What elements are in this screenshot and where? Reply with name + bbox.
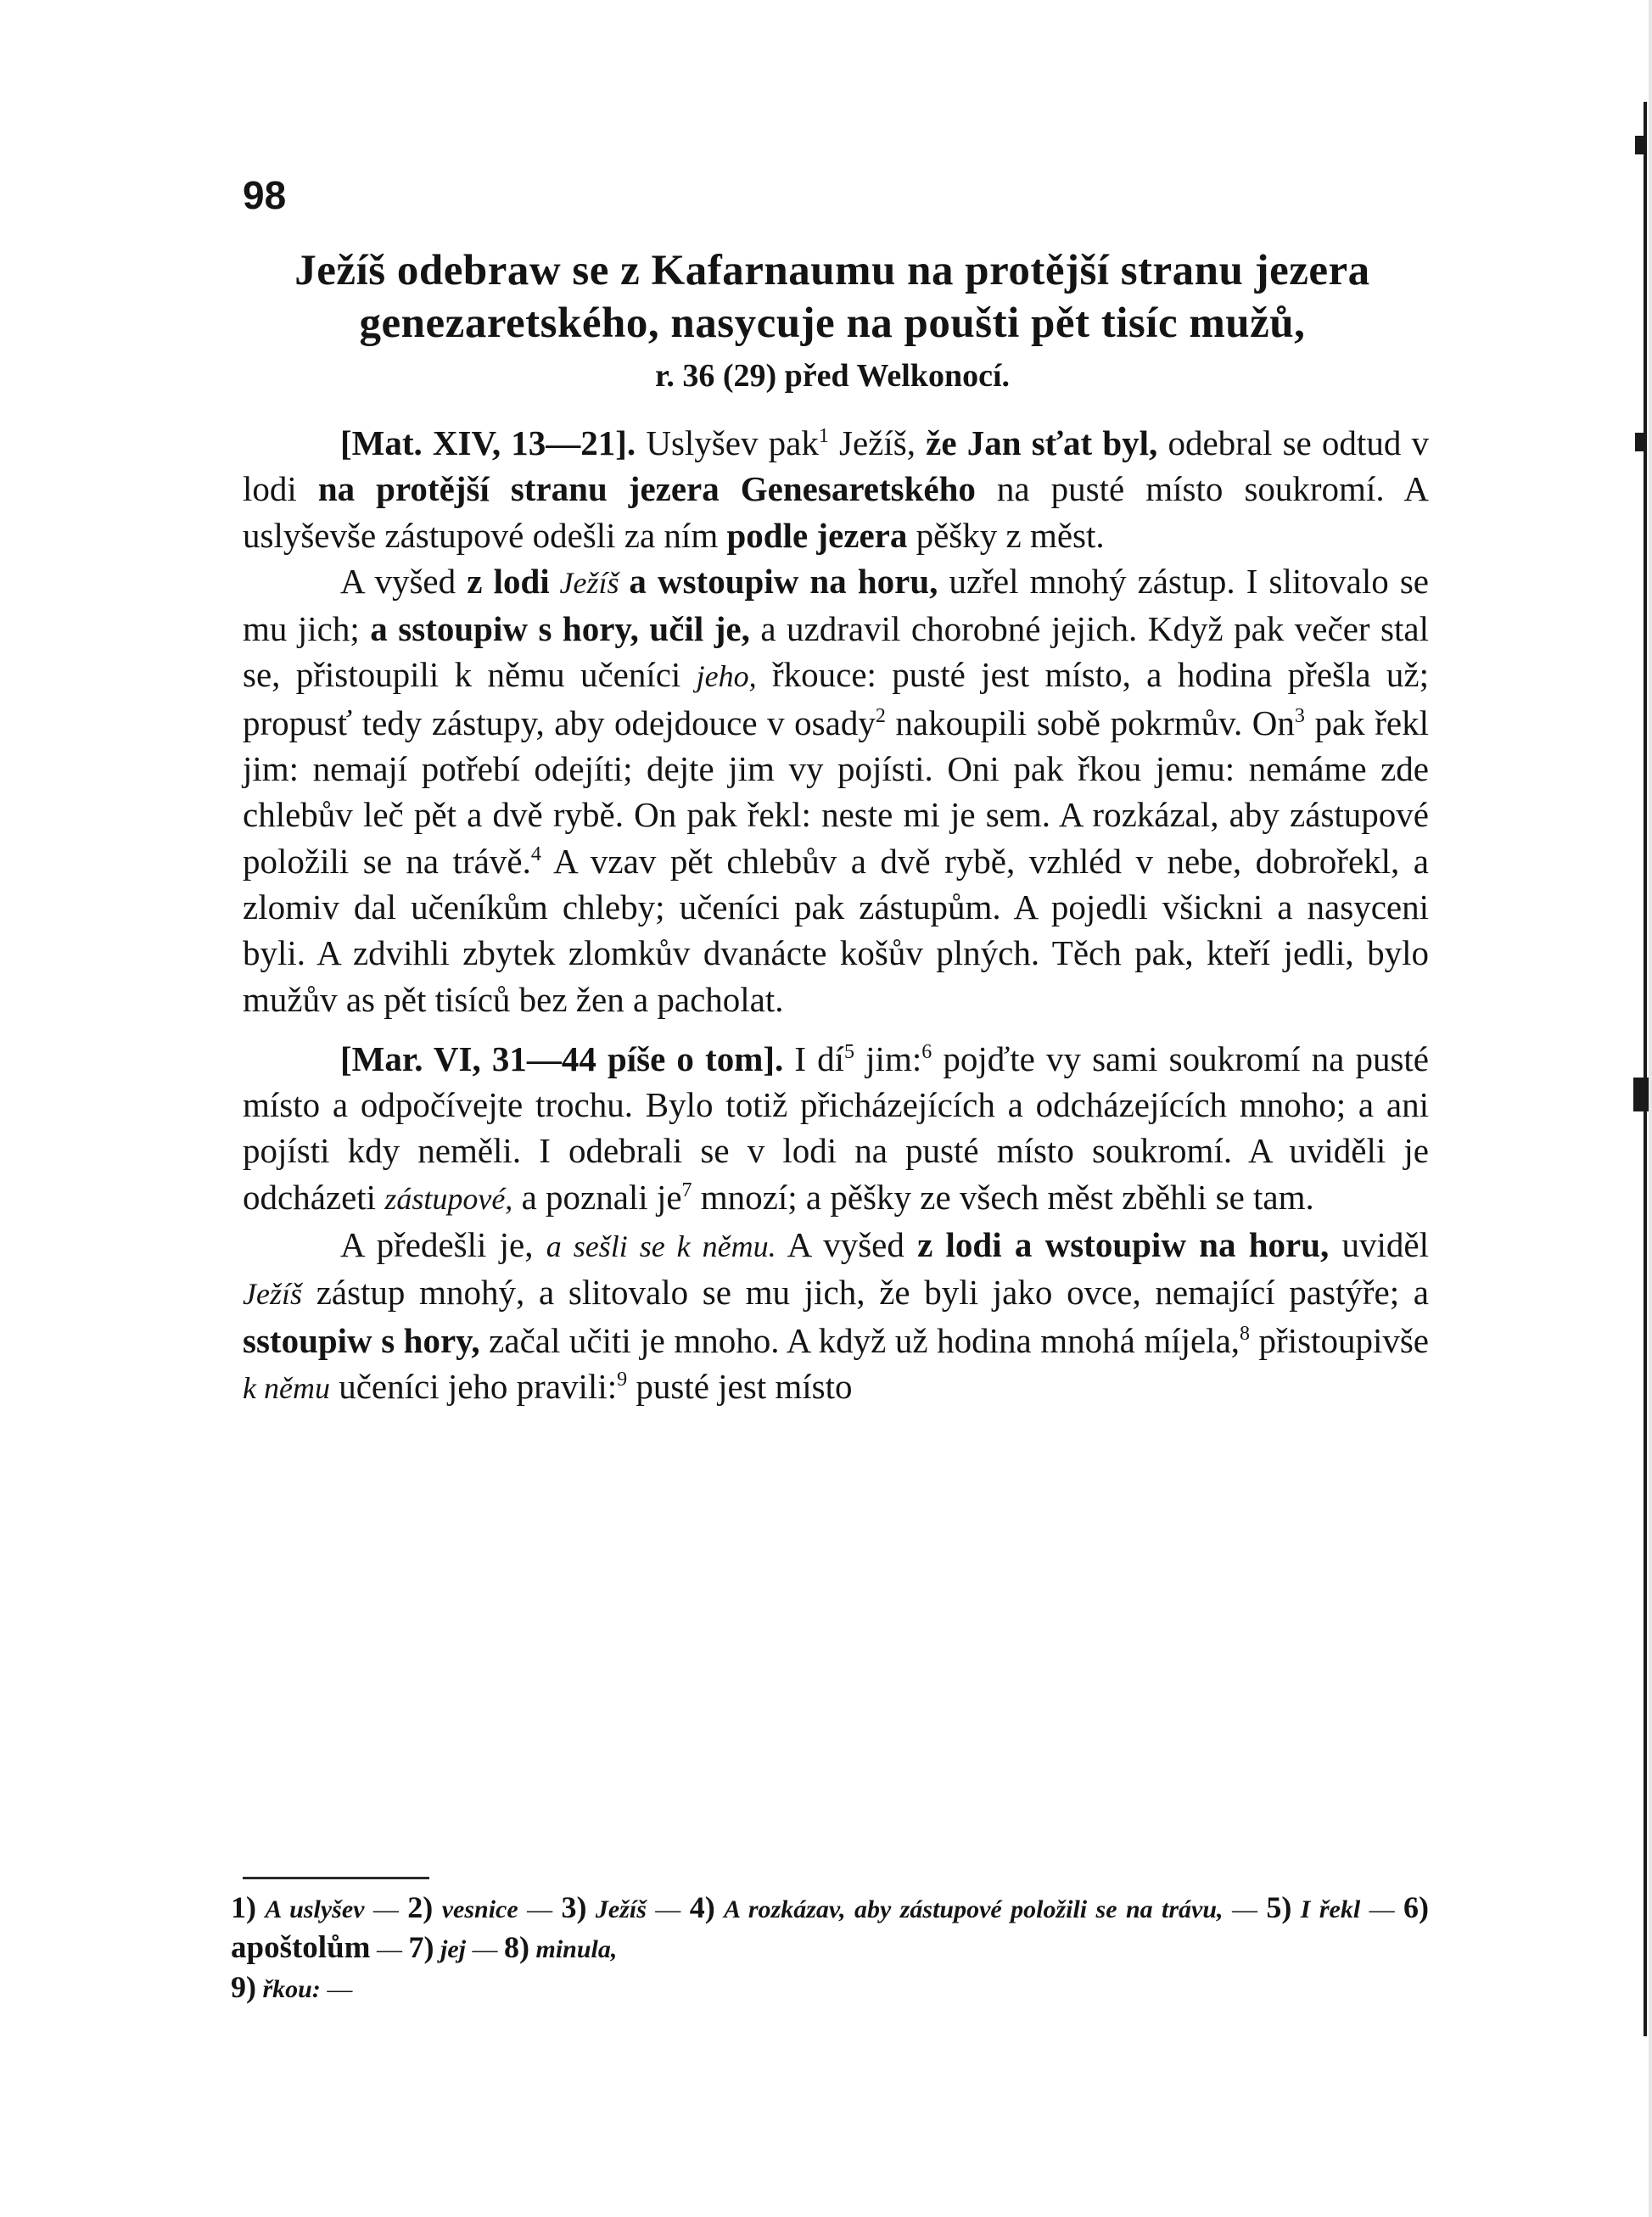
heading-line-1: Ježíš odebraw se z Kafarnaumu na protější stranu jezera — [294, 247, 1370, 294]
inserted-text: z lodi — [467, 561, 550, 601]
footnote-text: A rozkázav, aby zástupové položili se na trávu, — [724, 1895, 1224, 1923]
footnote-text: Ježíš — [595, 1895, 647, 1923]
text-run: A vzav pět chlebův a dvě rybě, vzhléd v nebe, dobrořekl, a zlomiv dal učeníkům chleby; učeníci pak zástupům. A pojedli všickni a nasyceni byli. A zdvihli zbytek zlomkův dvanácte košův plných. Těch pak, kteří jedli, bylo mužův as pět tisíců bez žen a pacholat. — [243, 841, 1429, 1019]
footnote-text: I řekl — [1300, 1895, 1361, 1923]
footnote-marker: 1 — [818, 425, 829, 447]
footnote-marker: 9 — [617, 1368, 628, 1391]
footnote-number: 4) — [689, 1890, 715, 1924]
text-run: A předešli je, — [340, 1225, 546, 1265]
footnote-text: jej — [440, 1935, 466, 1963]
footnote-marker: 3 — [1294, 704, 1305, 727]
text-run: odebral se odtud v lodi — [243, 423, 1429, 509]
footnote-divider — [243, 1877, 429, 1879]
text-run: nakoupili sobě pokrmův. On — [885, 703, 1295, 742]
footnote-separator: — — [472, 1935, 498, 1963]
scripture-reference: [Mar. VI, 31—44 píše o tom]. — [340, 1039, 784, 1078]
text-run: A vyšed — [776, 1225, 918, 1265]
footnote-separator: — — [372, 1895, 399, 1923]
footnote-separator: — — [327, 1975, 353, 2003]
text-run: pěšky z měst. — [907, 515, 1105, 555]
text-run: I dí — [783, 1039, 845, 1078]
footnote-number: 5) — [1266, 1890, 1292, 1924]
paragraph-mark — [243, 1036, 1429, 1222]
text-run: učeníci jeho pravili: — [329, 1366, 618, 1406]
footnote-number: 1) — [231, 1890, 256, 1924]
footnote-text: apoštolům — [231, 1930, 371, 1965]
footnotes — [231, 1889, 1429, 2008]
text-run: pak řekl jim: nemají potřebí odejíti; dejte jim vy pojísti. Oni pak řkou jemu: nemáme zde chlebův leč pět a dvě rybě. On pak řekl: neste mi je sem. A rozkázal, aby zástupové položili se na trávě. — [243, 703, 1429, 881]
footnote-number: 6) — [1403, 1890, 1429, 1924]
inserted-text: na protější stranu jezera Genesaretského — [317, 469, 976, 509]
text-run: začal učiti je mnoho. A když už hodina mnohá míjela, — [479, 1320, 1240, 1360]
footnote-number: 2) — [407, 1890, 434, 1924]
text-run: uzřel mnohý zástup. I slitovalo se mu jich; — [243, 561, 1429, 649]
footnote-marker: 6 — [921, 1040, 932, 1063]
italic-text: Ježíš — [243, 1277, 302, 1312]
page-edge-line — [1644, 102, 1647, 2036]
footnote-separator: — — [1231, 1895, 1257, 1923]
italic-text: zástupové, — [384, 1181, 513, 1216]
scripture-reference: [Mat. XIV, 13—21]. — [340, 423, 636, 462]
edge-mark — [1635, 136, 1647, 154]
inserted-text: a sstoupiw s hory, učil je, — [370, 609, 750, 649]
heading-date-line: r. 36 (29) před Welkonocí. — [654, 358, 1011, 394]
italic-text: Ježíš — [549, 565, 630, 600]
text-run: řkouce: pusté jest místo, a hodina přešla už; propusť tedy zástupy, aby odejdouce v osady — [243, 655, 1429, 742]
text-run: Ježíš, — [828, 423, 927, 462]
footnote-separator: — — [376, 1935, 402, 1963]
italic-text: jeho, — [696, 659, 757, 694]
text-run: Uslyšev pak — [636, 423, 819, 462]
text-run: jim: — [854, 1039, 922, 1078]
footnote-separator: — — [1369, 1895, 1395, 1923]
heading-line-2: genezaretského, nasycuje na poušti pět tisíc mužů, — [359, 300, 1306, 347]
page-number: 98 — [243, 173, 287, 217]
text-run: pusté jest místo — [627, 1366, 853, 1406]
footnote-text: řkou: — [262, 1975, 321, 2003]
paragraph-feeding — [243, 558, 1429, 1022]
text-run: přistoupivše — [1250, 1320, 1429, 1360]
footnote-number: 9) — [231, 1970, 256, 2004]
footnote-text: A uslyšev — [265, 1895, 365, 1923]
page-edge-shade — [1649, 0, 1652, 2217]
footnote-text: vesnice — [441, 1895, 518, 1923]
paragraph-matthew — [243, 420, 1429, 558]
text-run: mnozí; a pěšky ze všech měst zběhli se tam. — [692, 1177, 1314, 1217]
paragraph-crowd — [243, 1222, 1429, 1411]
text-run: a poznali je — [512, 1177, 682, 1217]
footnote-number: 8) — [503, 1930, 529, 1964]
footnote-number: 7) — [408, 1930, 434, 1964]
footnote-marker: 8 — [1240, 1322, 1251, 1345]
inserted-text: a wstoupiw na horu, — [629, 561, 938, 601]
footnote-separator: — — [527, 1895, 553, 1923]
text-run: pojďte vy sami soukromí na pusté místo a odpočívejte trochu. Bylo totiž přicházejících a odcházejících mnoho; a ani pojísti kdy neměli. I odebrali se v lodi na pusté místo soukromí. A uviděli je odcházeti — [243, 1039, 1429, 1217]
inserted-text: že Jan sťat byl, — [926, 423, 1158, 462]
text-run: a uzdravil chorobné jejich. Když pak večer stal se, přistoupili k němu učeníci — [243, 609, 1429, 695]
italic-text: a sešli se k němu. — [546, 1229, 776, 1264]
edge-mark — [1635, 433, 1647, 451]
footnote-marker: 5 — [844, 1040, 855, 1063]
inserted-text: z lodi a wstoupiw na horu, — [917, 1225, 1330, 1265]
body-text — [243, 420, 1429, 1411]
text-run: uviděl — [1329, 1225, 1429, 1265]
text-run: zástup mnohý, a slitovalo se mu jich, že byli jako ovce, nemající pastýře; a — [301, 1273, 1429, 1313]
footnote-marker: 7 — [681, 1178, 692, 1201]
italic-text: k němu — [243, 1370, 330, 1405]
edge-mark — [1633, 1078, 1649, 1111]
inserted-text: podle jezera — [726, 515, 908, 555]
chapter-heading — [234, 244, 1431, 400]
footnote-number: 3) — [561, 1890, 587, 1924]
footnote-separator: — — [655, 1895, 681, 1923]
text-run: A vyšed — [340, 561, 468, 601]
inserted-text: sstoupiw s hory, — [243, 1320, 480, 1360]
footnote-marker: 2 — [875, 704, 886, 727]
text-run: na pusté místo soukromí. A uslyševše zástupové odešli za ním — [243, 469, 1429, 555]
footnote-text: minula, — [535, 1935, 618, 1963]
footnote-marker: 4 — [530, 843, 541, 865]
